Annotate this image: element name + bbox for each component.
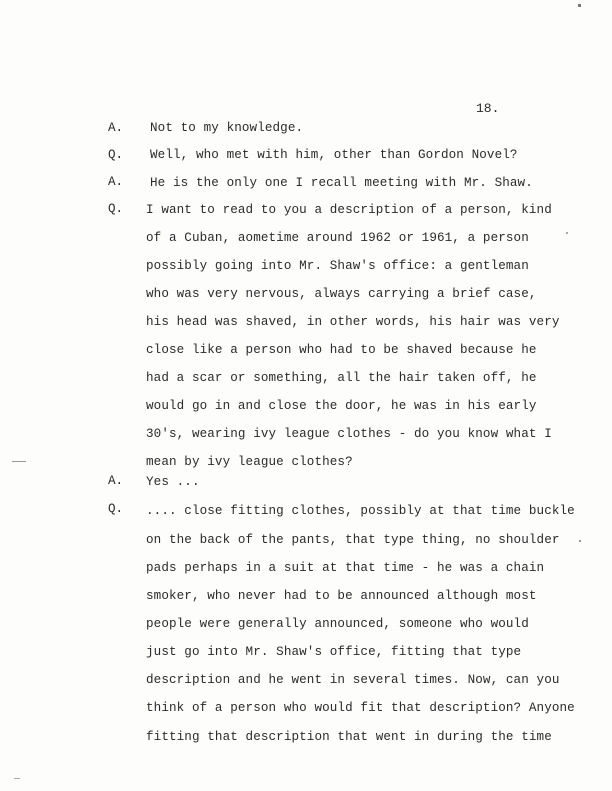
transcript-line: close like a person who had to be shaved because he (146, 343, 537, 357)
transcript-line: 30's, wearing ivy league clothes - do you know what I (146, 427, 552, 441)
transcript-line: who was very nervous, always carrying a brief case, (146, 287, 537, 301)
transcript-line: description and he went in several times. Now, can you (146, 673, 560, 687)
transcript-line: possibly going into Mr. Shaw's office: a gentleman (146, 259, 529, 273)
speaker-label: Q. (108, 202, 124, 216)
speaker-label: A. (108, 121, 124, 135)
transcript-line: smoker, who never had to be announced although most (146, 589, 537, 603)
transcript-line: people were generally announced, someone who would (146, 617, 529, 631)
transcript-line: mean by ivy league clothes? (146, 455, 353, 469)
transcript-line: his head was shaved, in other words, his hair was very (146, 315, 560, 329)
speaker-label: A. (108, 175, 124, 189)
transcript-line: think of a person who would fit that description? Anyone (146, 701, 575, 715)
scan-speck (14, 778, 20, 779)
transcript-line: of a Cuban, aometime around 1962 or 1961, a person (146, 231, 529, 245)
transcript-line: He is the only one I recall meeting with Mr. Shaw. (150, 176, 533, 190)
transcript-line: pads perhaps in a suit at that time - he was a chain (146, 561, 545, 575)
transcript-line: Not to my knowledge. (150, 121, 304, 135)
transcript-line: just go into Mr. Shaw's office, fitting that type (146, 645, 522, 659)
transcript-line: would go in and close the door, he was in his early (146, 399, 537, 413)
transcript-line: had a scar or something, all the hair taken off, he (146, 371, 537, 385)
speaker-label: Q. (108, 502, 124, 516)
scan-speck (12, 461, 26, 462)
transcript-line: fitting that description that went in during the time (146, 730, 552, 744)
transcript-line: I want to read to you a description of a person, kind (146, 203, 552, 217)
transcript-line: Well, who met with him, other than Gordon Novel? (150, 148, 518, 162)
scan-speck (566, 232, 568, 234)
scan-speck (578, 4, 581, 7)
transcript-line: .... close fitting clothes, possibly at that time buckle (146, 504, 575, 518)
speaker-label: A. (108, 474, 124, 488)
transcript-line: on the back of the pants, that type thing, no shoulder (146, 533, 560, 547)
transcript-line: Yes ... (146, 475, 200, 489)
scan-speck (579, 540, 581, 542)
page-number: 18. (476, 101, 500, 116)
speaker-label: Q. (108, 148, 124, 162)
